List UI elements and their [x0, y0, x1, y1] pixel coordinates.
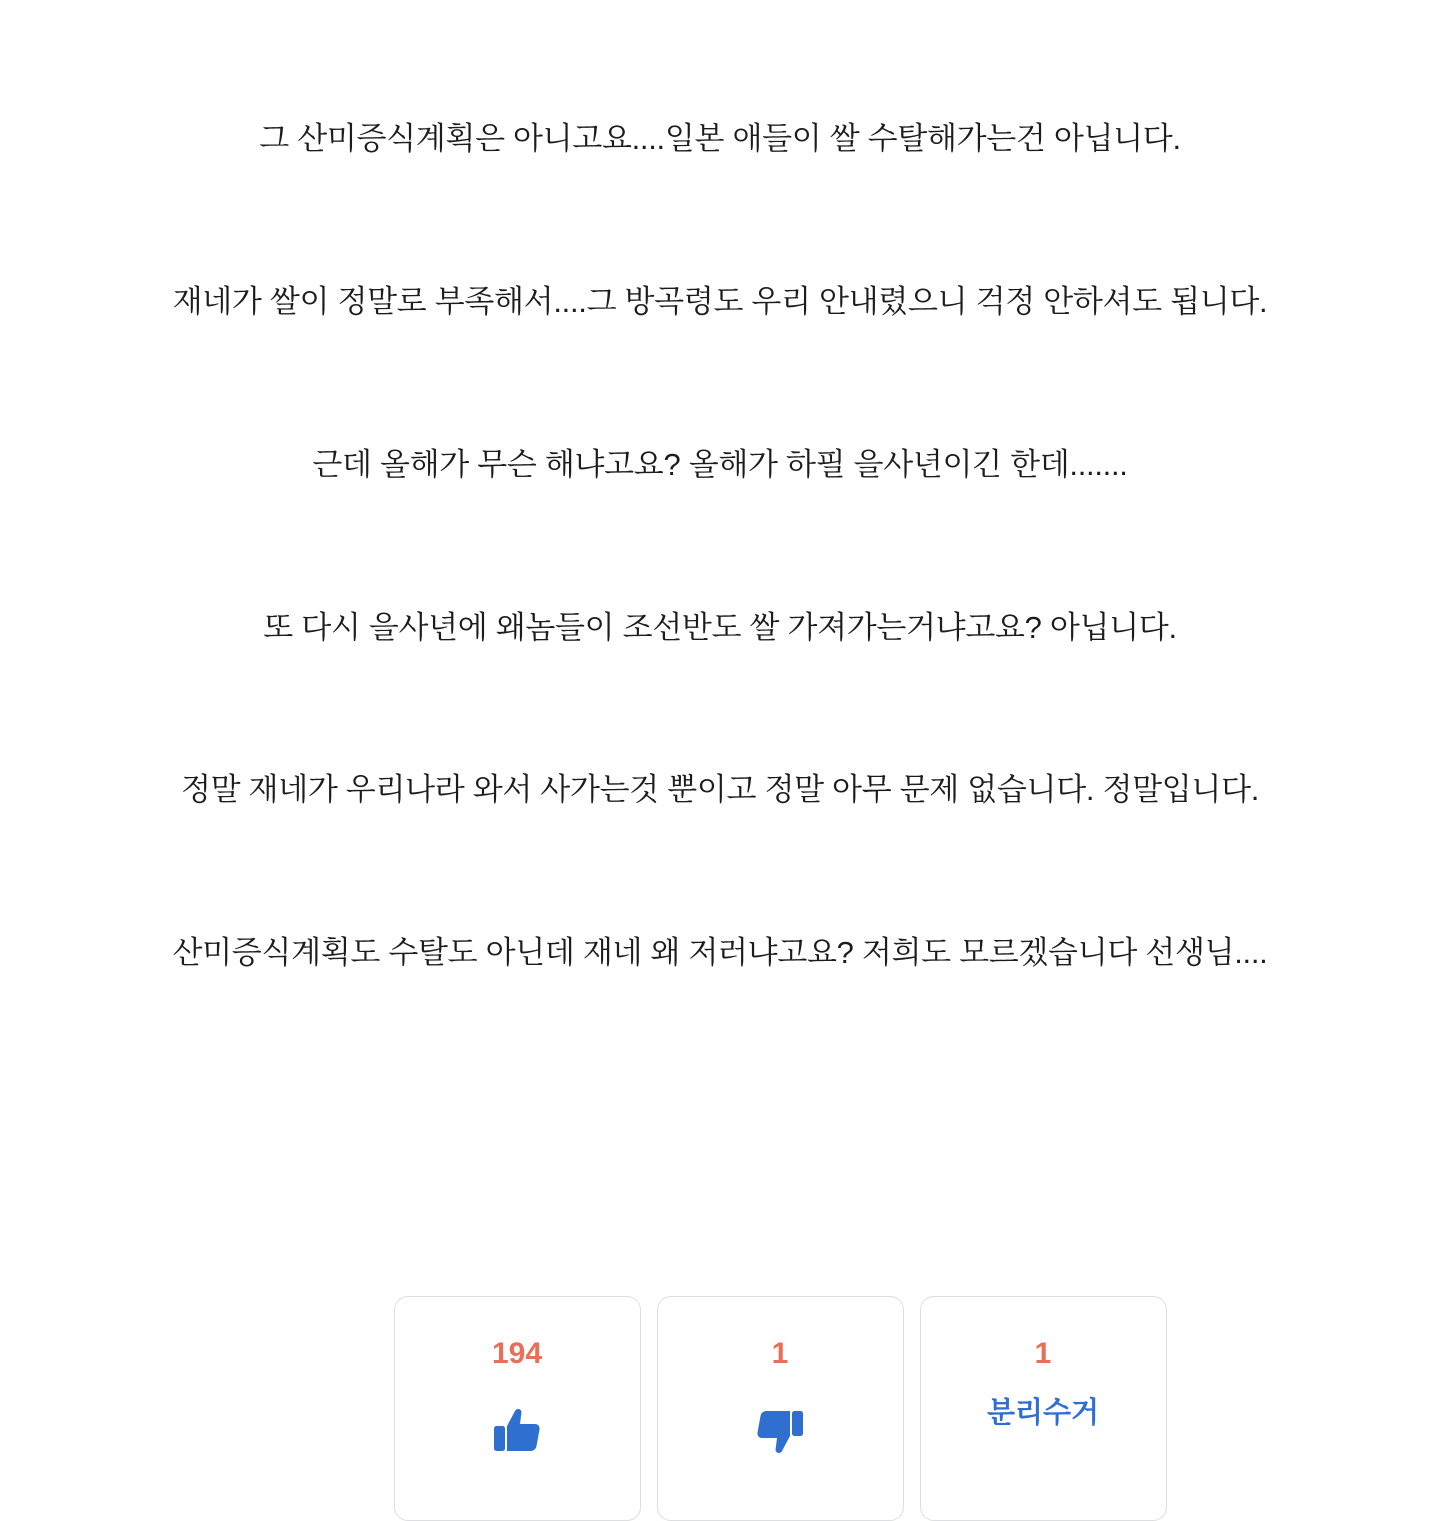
like-count: 194 [491, 1337, 543, 1370]
recycle-button[interactable] [920, 1296, 1167, 1521]
post-paragraph: 그 산미증식계획은 아니고요....일본 애들이 쌀 수탈해가는건 아닙니다. [259, 121, 1181, 156]
post-paragraph: 재네가 쌀이 정말로 부족해서....그 방곡령도 우리 안내렸으니 걱정 안하셔도 됩니다. [172, 283, 1268, 319]
thumbs-down-icon [748, 1399, 812, 1463]
dislike-count: 1 [771, 1337, 789, 1370]
recycle-count: 1 [1034, 1337, 1052, 1370]
thumbs-up-icon [485, 1399, 549, 1463]
like-button[interactable] [394, 1296, 641, 1521]
post-paragraph: 또 다시 을사년에 왜놈들이 조선반도 쌀 가져가는거냐고요? 아닙니다. [263, 609, 1177, 645]
reaction-bar [0, 1269, 1440, 1521]
dislike-button[interactable] [657, 1296, 904, 1521]
recycle-label: 분리수거 [986, 1397, 1100, 1429]
post-paragraph: 정말 재네가 우리나라 와서 사가는것 뿐이고 정말 아무 문제 없습니다. 정말입니다. [180, 772, 1260, 808]
post-paragraph: 근데 올해가 무슨 해냐고요? 올해가 하필 을사년이긴 한데....... [312, 446, 1128, 482]
post-paragraph: 산미증식계획도 수탈도 아닌데 재네 왜 저러냐고요? 저희도 모르겠습니다 선생님.... [172, 935, 1268, 971]
